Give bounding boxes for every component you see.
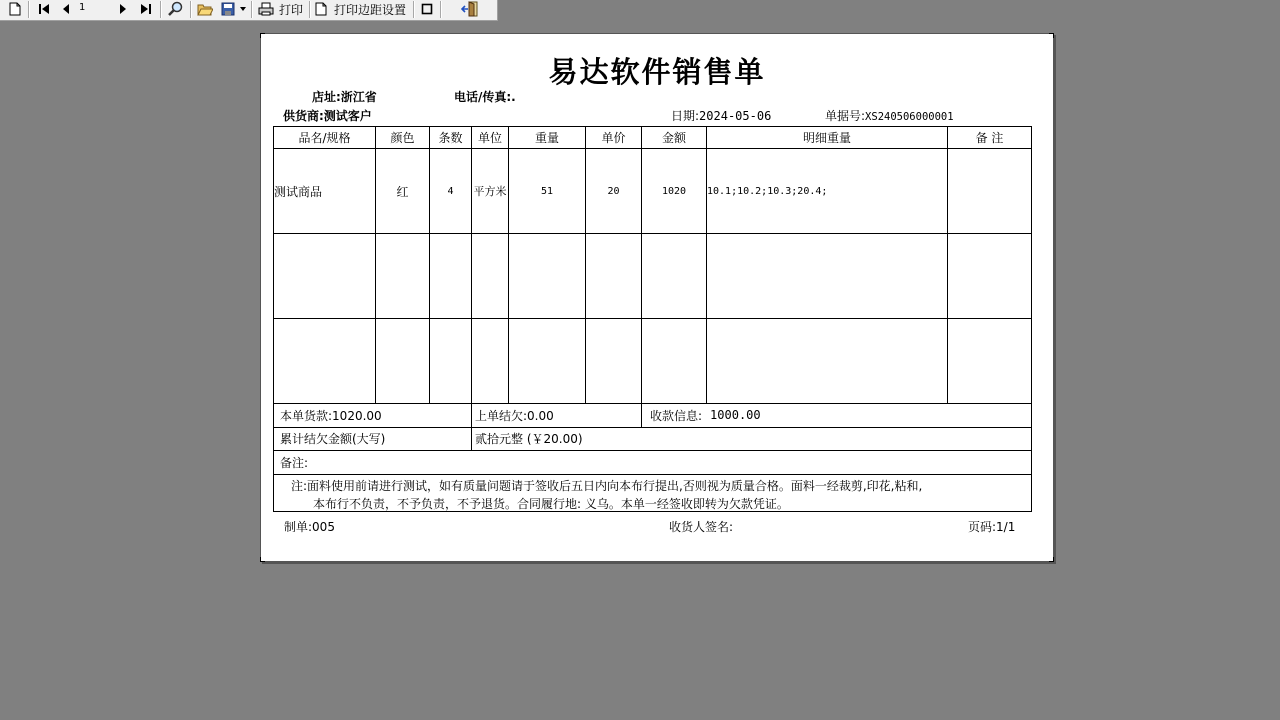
table-row — [274, 149, 1032, 234]
table-cell — [472, 234, 509, 319]
table-cell — [472, 319, 509, 404]
maker: 制单:005 — [284, 520, 335, 534]
table-row — [274, 319, 1032, 404]
document-title: 易达软件销售单 — [548, 55, 766, 89]
table-header-row — [274, 127, 1032, 149]
cumulative-debt-value: 贰拾元整 (￥20.00) — [475, 432, 583, 446]
table-cell — [274, 319, 376, 404]
table-cell: 1020 — [642, 149, 707, 234]
new-page-icon[interactable] — [6, 0, 24, 18]
order-number-label: 单据号: — [825, 109, 866, 123]
phone-fax: 电话/传真:. — [454, 90, 516, 104]
date-value: 2024-05-06 — [699, 109, 772, 123]
supplier: 供货商:测试客户 — [283, 109, 372, 123]
table-cell: 51 — [509, 149, 586, 234]
col-header: 备 注 — [948, 127, 1032, 149]
printer-icon[interactable] — [256, 0, 276, 18]
table-cell — [642, 319, 707, 404]
remark-row — [273, 450, 1032, 475]
receiver-signature: 收货人签名: — [669, 520, 734, 534]
table-cell: 红 — [376, 149, 430, 234]
zoom-icon[interactable] — [165, 0, 185, 18]
table-cell — [274, 234, 376, 319]
table-cell — [430, 319, 472, 404]
col-header: 金额 — [642, 127, 707, 149]
payment-value: 1000.00 — [710, 408, 761, 422]
prev-page-icon[interactable] — [58, 0, 74, 18]
cumulative-debt-row — [273, 427, 1032, 451]
page-count: 页码:1/1 — [968, 520, 1016, 534]
col-header: 单价 — [586, 127, 642, 149]
corner-mark — [1049, 557, 1054, 562]
table-cell — [707, 234, 948, 319]
date — [671, 107, 771, 124]
print-margin-button[interactable]: 打印边距设置 — [333, 2, 406, 17]
table-cell — [586, 234, 642, 319]
preview-toolbar — [0, 0, 498, 21]
first-page-icon[interactable] — [35, 0, 53, 18]
corner-mark — [1049, 33, 1054, 38]
payment-label: 收款信息: — [650, 408, 703, 423]
payment-info — [650, 403, 761, 427]
items-table — [273, 126, 1032, 404]
col-header: 明细重量 — [707, 127, 948, 149]
col-header: 颜色 — [376, 127, 430, 149]
table-cell: 20 — [586, 149, 642, 234]
table-cell — [586, 319, 642, 404]
table-cell — [509, 319, 586, 404]
print-button[interactable]: 打印 — [278, 2, 303, 17]
full-screen-icon[interactable] — [418, 0, 436, 18]
order-number — [825, 107, 954, 124]
table-cell: 4 — [430, 149, 472, 234]
terms-note — [273, 474, 1032, 512]
save-icon[interactable] — [219, 0, 237, 18]
print-page — [260, 33, 1054, 562]
table-cell — [948, 319, 1032, 404]
table-cell — [509, 234, 586, 319]
open-folder-icon[interactable] — [195, 0, 215, 18]
page-number-field[interactable]: 1 — [79, 0, 111, 16]
table-row — [274, 234, 1032, 319]
remark-label: 备注: — [280, 455, 309, 470]
last-page-icon[interactable] — [137, 0, 155, 18]
subtotal: 本单货款:1020.00 — [280, 408, 382, 423]
table-cell — [376, 234, 430, 319]
table-cell — [707, 319, 948, 404]
totals-row — [273, 403, 1032, 428]
cumulative-debt-label: 累计结欠金额(大写) — [280, 432, 386, 446]
col-header: 条数 — [430, 127, 472, 149]
table-cell — [430, 234, 472, 319]
previous-balance: 上单结欠:0.00 — [475, 408, 554, 423]
table-cell: 测试商品 — [274, 149, 376, 234]
table-cell: 平方米 — [472, 149, 509, 234]
col-header: 单位 — [472, 127, 509, 149]
terms-line: 注:面料使用前请进行测试，如有质量问题请于签收后五日内向本布行提出,否则视为质量合格。面料一经裁剪,印花,粘和, — [291, 479, 923, 493]
table-cell — [376, 319, 430, 404]
col-header: 重量 — [509, 127, 586, 149]
exit-icon[interactable] — [458, 0, 482, 18]
order-number-value: XS240506000001 — [865, 111, 954, 123]
table-cell — [642, 234, 707, 319]
date-label: 日期: — [671, 109, 700, 123]
table-cell — [948, 234, 1032, 319]
save-dropdown-icon[interactable] — [238, 0, 248, 18]
table-cell — [948, 149, 1032, 234]
corner-mark — [260, 33, 265, 38]
col-header: 品名/规格 — [274, 127, 376, 149]
table-cell: 10.1;10.2;10.3;20.4; — [707, 149, 948, 234]
page-setup-icon[interactable] — [313, 0, 329, 18]
store-address: 店址:浙江省 — [312, 90, 377, 104]
terms-line: 本布行不负责，不予负责，不予退货。合同履行地: 义乌。本单一经签收即转为欠款凭证。 — [313, 497, 789, 511]
next-page-icon[interactable] — [115, 0, 131, 18]
corner-mark — [260, 557, 265, 562]
